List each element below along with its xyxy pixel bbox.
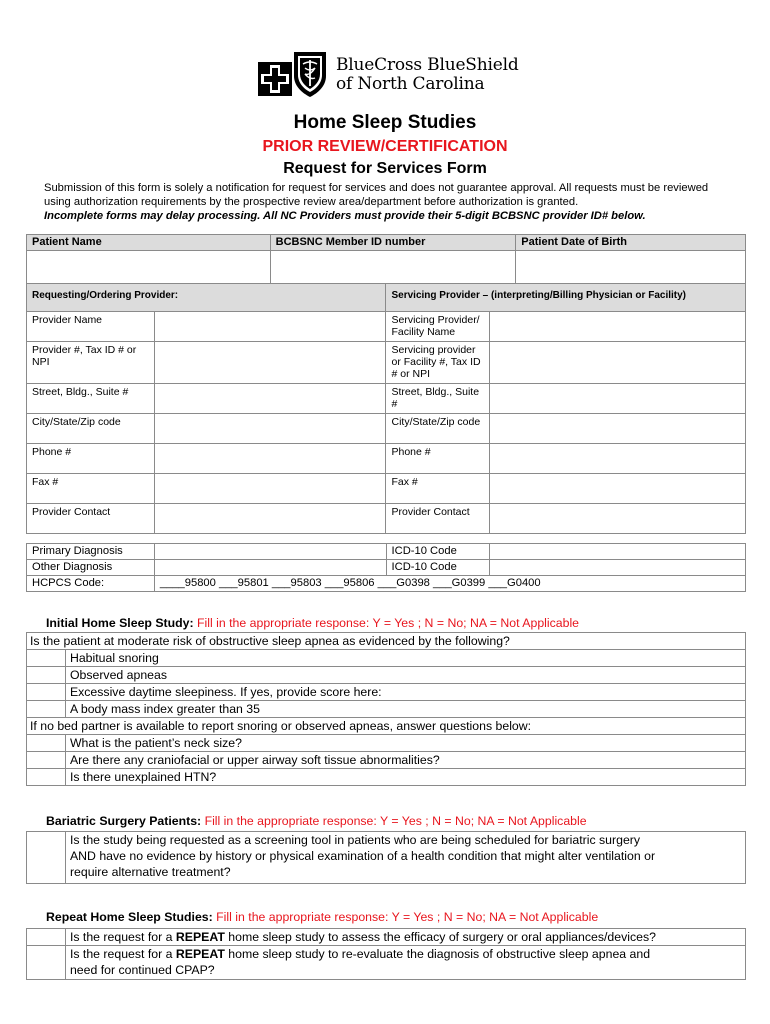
servicing-id-field[interactable] xyxy=(490,342,746,384)
response-box[interactable] xyxy=(27,650,66,667)
provider-fax-field[interactable] xyxy=(154,474,386,504)
initial-main-question: Is the patient at moderate risk of obstructive sleep apnea as evidenced by the following? xyxy=(27,633,746,650)
question-item: Habitual snoring xyxy=(65,650,745,667)
response-box[interactable] xyxy=(27,667,66,684)
servicing-phone-field[interactable] xyxy=(490,444,746,474)
servicing-contact-field[interactable] xyxy=(490,504,746,534)
dob-field[interactable] xyxy=(516,251,746,287)
brand-line-1: BlueCross BlueShield xyxy=(336,55,519,75)
provider-fax-label: Fax # xyxy=(27,474,155,504)
servicing-name-field[interactable] xyxy=(490,312,746,342)
question-item: What is the patient’s neck size? xyxy=(65,735,745,752)
bariatric-title-text: Bariatric Surgery Patients: xyxy=(46,814,202,828)
requesting-provider-header: Requesting/Ordering Provider: xyxy=(27,284,386,312)
servicing-street-label: Street, Bldg., Suite # xyxy=(386,384,490,414)
response-box[interactable] xyxy=(27,929,66,946)
bariatric-line-3: require alternative treatment? xyxy=(69,865,231,879)
repeat-section-title xyxy=(46,910,598,924)
provider-id-label: Provider #, Tax ID # or NPI xyxy=(27,342,155,384)
servicing-city-field[interactable] xyxy=(490,414,746,444)
provider-city-field[interactable] xyxy=(154,414,386,444)
initial-section-title xyxy=(46,616,579,630)
bariatric-fill-instruction: Fill in the appropriate response: Y = Yes ; N = No; NA = Not Applicable xyxy=(204,814,587,828)
repeat-question-1 xyxy=(65,929,745,946)
primary-diagnosis-field[interactable] xyxy=(154,544,386,560)
patient-name-label: Patient Name xyxy=(27,235,271,251)
servicing-phone-label: Phone # xyxy=(386,444,490,474)
hcpcs-code-label: HCPCS Code: xyxy=(27,576,155,592)
repeat-q1-post: home sleep study to assess the efficacy of surgery or oral appliances/devices? xyxy=(228,930,656,944)
initial-questions-table xyxy=(26,632,746,786)
servicing-provider-header: Servicing Provider – (interpreting/Billing Physician or Facility) xyxy=(386,284,746,312)
member-id-label: BCBSNC Member ID number xyxy=(270,235,516,251)
initial-fill-instruction: Fill in the appropriate response: Y = Yes ; N = No; NA = Not Applicable xyxy=(197,616,580,630)
provider-street-label: Street, Bldg., Suite # xyxy=(27,384,155,414)
provider-phone-field[interactable] xyxy=(154,444,386,474)
hcpcs-code-options[interactable]: ____95800 ___95801 ___95803 ___95806 ___G0398 ___G0399 ___G0400 xyxy=(154,576,745,592)
bed-partner-question: If no bed partner is available to report snoring or observed apneas, answer questions below: xyxy=(27,718,746,735)
servicing-name-label: Servicing Provider/ Facility Name xyxy=(386,312,490,342)
page-subtitle: PRIOR REVIEW/CERTIFICATION xyxy=(262,138,508,155)
icd-code-field-2[interactable] xyxy=(490,560,746,576)
provider-name-field[interactable] xyxy=(154,312,386,342)
cross-icon xyxy=(258,62,292,96)
servicing-fax-field[interactable] xyxy=(490,474,746,504)
question-item: Is there unexplained HTN? xyxy=(65,769,745,786)
bariatric-questions-table xyxy=(26,831,746,884)
bariatric-question xyxy=(65,832,745,884)
response-box[interactable] xyxy=(27,701,66,718)
icd-code-field-1[interactable] xyxy=(490,544,746,560)
bcbsnc-logo xyxy=(258,50,528,102)
response-box[interactable] xyxy=(27,735,66,752)
other-diagnosis-label: Other Diagnosis xyxy=(27,560,155,576)
diagnosis-table xyxy=(26,543,746,592)
response-box[interactable] xyxy=(27,946,66,980)
page-title: Home Sleep Studies xyxy=(293,112,477,133)
initial-title-text: Initial Home Sleep Study: xyxy=(46,616,194,630)
response-box[interactable] xyxy=(27,684,66,701)
shield-caduceus-icon xyxy=(292,50,328,98)
response-box[interactable] xyxy=(27,752,66,769)
provider-street-field[interactable] xyxy=(154,384,386,414)
question-item: Are there any craniofacial or upper airway soft tissue abnormalities? xyxy=(65,752,745,769)
provider-id-field[interactable] xyxy=(154,342,386,384)
response-box[interactable] xyxy=(27,832,66,884)
servicing-id-label: Servicing provider or Facility #, Tax ID # or NPI xyxy=(386,342,490,384)
question-item: Observed apneas xyxy=(65,667,745,684)
brand-line-2: of North Carolina xyxy=(336,74,485,94)
repeat-q1-bold: REPEAT xyxy=(175,930,225,944)
patient-table xyxy=(26,234,746,287)
icd-code-label-1: ICD-10 Code xyxy=(386,544,490,560)
provider-city-label: City/State/Zip code xyxy=(27,414,155,444)
intro-text xyxy=(44,181,734,223)
question-item: A body mass index greater than 35 xyxy=(65,701,745,718)
repeat-questions-table xyxy=(26,928,746,980)
bariatric-line-2: AND have no evidence by history or physical examination of a health condition that might alter ventilation or xyxy=(69,849,656,863)
repeat-q2-post: home sleep study to re-evaluate the diagnosis of obstructive sleep apnea and xyxy=(228,947,651,961)
member-id-field[interactable] xyxy=(270,251,516,287)
provider-name-label: Provider Name xyxy=(27,312,155,342)
repeat-title-text: Repeat Home Sleep Studies: xyxy=(46,910,213,924)
response-box[interactable] xyxy=(27,769,66,786)
provider-contact-label: Provider Contact xyxy=(27,504,155,534)
servicing-city-label: City/State/Zip code xyxy=(386,414,490,444)
intro-notice: Submission of this form is solely a notification for request for services and does not guarantee approval. All requests must be reviewed using authorization requirements by the prospective review area/department before authorization is granted. xyxy=(44,182,709,208)
provider-contact-field[interactable] xyxy=(154,504,386,534)
question-item: Excessive daytime sleepiness. If yes, provide score here: xyxy=(65,684,745,701)
repeat-question-2 xyxy=(65,946,745,980)
repeat-q1-pre: Is the request for a xyxy=(69,930,173,944)
repeat-q2-line2: need for continued CPAP? xyxy=(69,963,215,977)
servicing-fax-label: Fax # xyxy=(386,474,490,504)
provider-phone-label: Phone # xyxy=(27,444,155,474)
repeat-q2-pre: Is the request for a xyxy=(69,947,173,961)
repeat-fill-instruction: Fill in the appropriate response: Y = Yes ; N = No; NA = Not Applicable xyxy=(216,910,599,924)
patient-name-field[interactable] xyxy=(27,251,271,287)
icd-code-label-2: ICD-10 Code xyxy=(386,560,490,576)
intro-emphasis: Incomplete forms may delay processing. All NC Providers must provide their 5-digit BCBSNC provider ID# below. xyxy=(44,210,646,222)
servicing-contact-label: Provider Contact xyxy=(386,504,490,534)
other-diagnosis-field[interactable] xyxy=(154,560,386,576)
bariatric-section-title xyxy=(46,814,587,828)
repeat-q2-bold: REPEAT xyxy=(175,947,225,961)
primary-diagnosis-label: Primary Diagnosis xyxy=(27,544,155,560)
bariatric-line-1: Is the study being requested as a screening tool in patients who are being scheduled for bariatric surgery xyxy=(69,833,641,847)
brand-name xyxy=(336,56,519,94)
form-title: Request for Services Form xyxy=(283,160,487,177)
provider-table xyxy=(26,283,746,534)
servicing-street-field[interactable] xyxy=(490,384,746,414)
dob-label: Patient Date of Birth xyxy=(516,235,746,251)
